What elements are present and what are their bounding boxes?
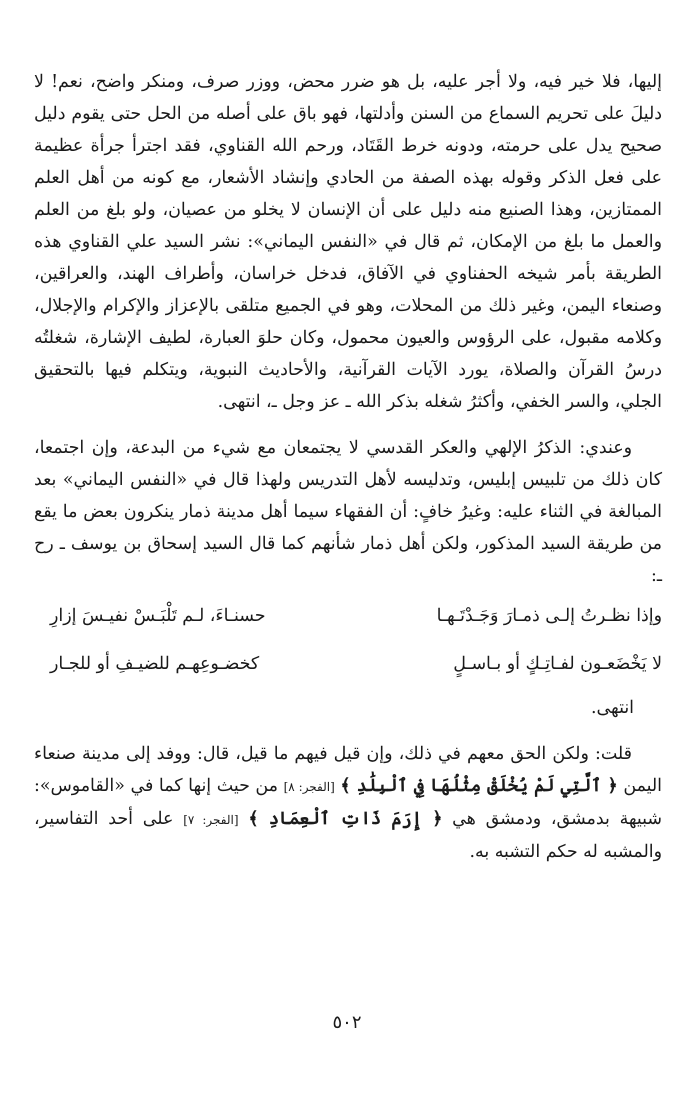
quran-verse-1: ﴿ ٱلَّتِي لَمْ يُخْلَقْ مِثْلُهَا فِي ٱلْبِلَٰدِ ﴾ [340, 776, 618, 796]
quran-reference-2: [الفجر: ٧] [183, 813, 239, 827]
poem [34, 592, 662, 724]
poem-ending: انتهى. [591, 698, 634, 718]
quran-reference-1: [الفجر: ٨] [283, 780, 335, 794]
paragraph-1: إليها، فلا خير فيه، ولا أجر عليه، بل هو ضرر محض، ووزر صرف، ومنكر واضح، نعم! لا دليلَ على تحريم السماع من السنن وأدلتها، فهو باق على أصله من الحل حتى يقوم دليل صحيح يدل على حرمته، ودونه خرط القَتَاد، ورحم الله القناوي، فقد اجترأ جرأة عظيمة على فعل الذكر وقوله بهذه الصفة من الحادي وإنشاد الأشعار، مع كونه من أهل العلم الممتازين، وهذا الصنيع منه دليل على أن الإنسان لا يخلو من عصيان، ولو بلغ من العلم والعمل ما بلغ من الإمكان، ثم قال في «النفس اليماني»: نشر السيد علي القناوي هذه الطريقة بأمر شيخه الحفناوي في الآفاق، فدخل خراسان، وأطراف الهند، والعراقين، وصنعاء اليمن، وغير ذلك من المحلات، وهو في الجميع متلقى بالإعزاز والإكرام والإجلال، وكلامه مقبول، على الرؤوس والعيون محمول، وكان حلوَ العبارة، لطيف الإشارة، شغلتُه درسُ القرآن والصلاة، يورد الآيات القرآنية، والأحاديث النبوية، ويتكلم فيها بالتحقيق الجلي، والسر الخفي، وأكثرُ شغله بذكر الله ـ عز وجل ـ، انتهى. [34, 72, 662, 412]
paragraph-3-text-2: من حيث إنها كما في «القاموس»: شبيهة بدمشق، ودمشق هي [34, 776, 662, 829]
paragraph-gap [34, 724, 662, 738]
paragraph-3-text-3: على أحد التفاسير، والمشبه له حكم التشبه به. [34, 809, 662, 862]
paragraph-gap [34, 418, 662, 432]
page-body [34, 66, 662, 868]
verse-1 [34, 592, 662, 640]
quran-verse-2: ﴿ إِرَمَ ذَاتِ ٱلْعِمَادِ ﴾ [248, 809, 443, 829]
verse-2-first-hemistich: لا يَخْضَعـون لفـاتِـكٍ أو بـاسـلٍ [453, 654, 662, 674]
verse-1-first-hemistich: وإذا نظـرتُ إلـى ذمـارَ وَجَـدْتَـهـا [436, 606, 662, 626]
paragraph-3-text-1: قلت: ولكن الحق معهم في ذلك، وإن قيل فيهم ما قيل، قال: ووفد إلى مدينة صنعاء اليمن [34, 744, 662, 796]
page-number: ٥٠٢ [332, 1012, 362, 1033]
paragraph-2: وعندي: الذكرُ الإلهي والعكر القدسي لا يجتمعان مع شيء من البدعة، وإن اجتمعا، كان ذلك من تلبيس إبليس، وتدليسه لأهل التدريس ولهذا قال في «النفس اليماني» بعد المبالغة في الثناء عليه: وغيرُ خافٍ: أن الفقهاء سيما أهل مدينة ذمار ينكرون بعض ما يقع من طريقة السيد المذكور، ولكن أهل ذمار شأنهم كما قال السيد إسحاق بن يوسف ـ رح ـ: [34, 438, 662, 586]
verse-2-second-hemistich: كخضـوعِهـم للضيـفِ أو للجـار [50, 654, 260, 674]
paragraph-3 [34, 738, 662, 868]
verse-2 [34, 640, 662, 688]
verse-1-second-hemistich: حسنـاءَ، لـم تَلْبَـسْ نفيـسَ إزارِ [50, 606, 266, 626]
